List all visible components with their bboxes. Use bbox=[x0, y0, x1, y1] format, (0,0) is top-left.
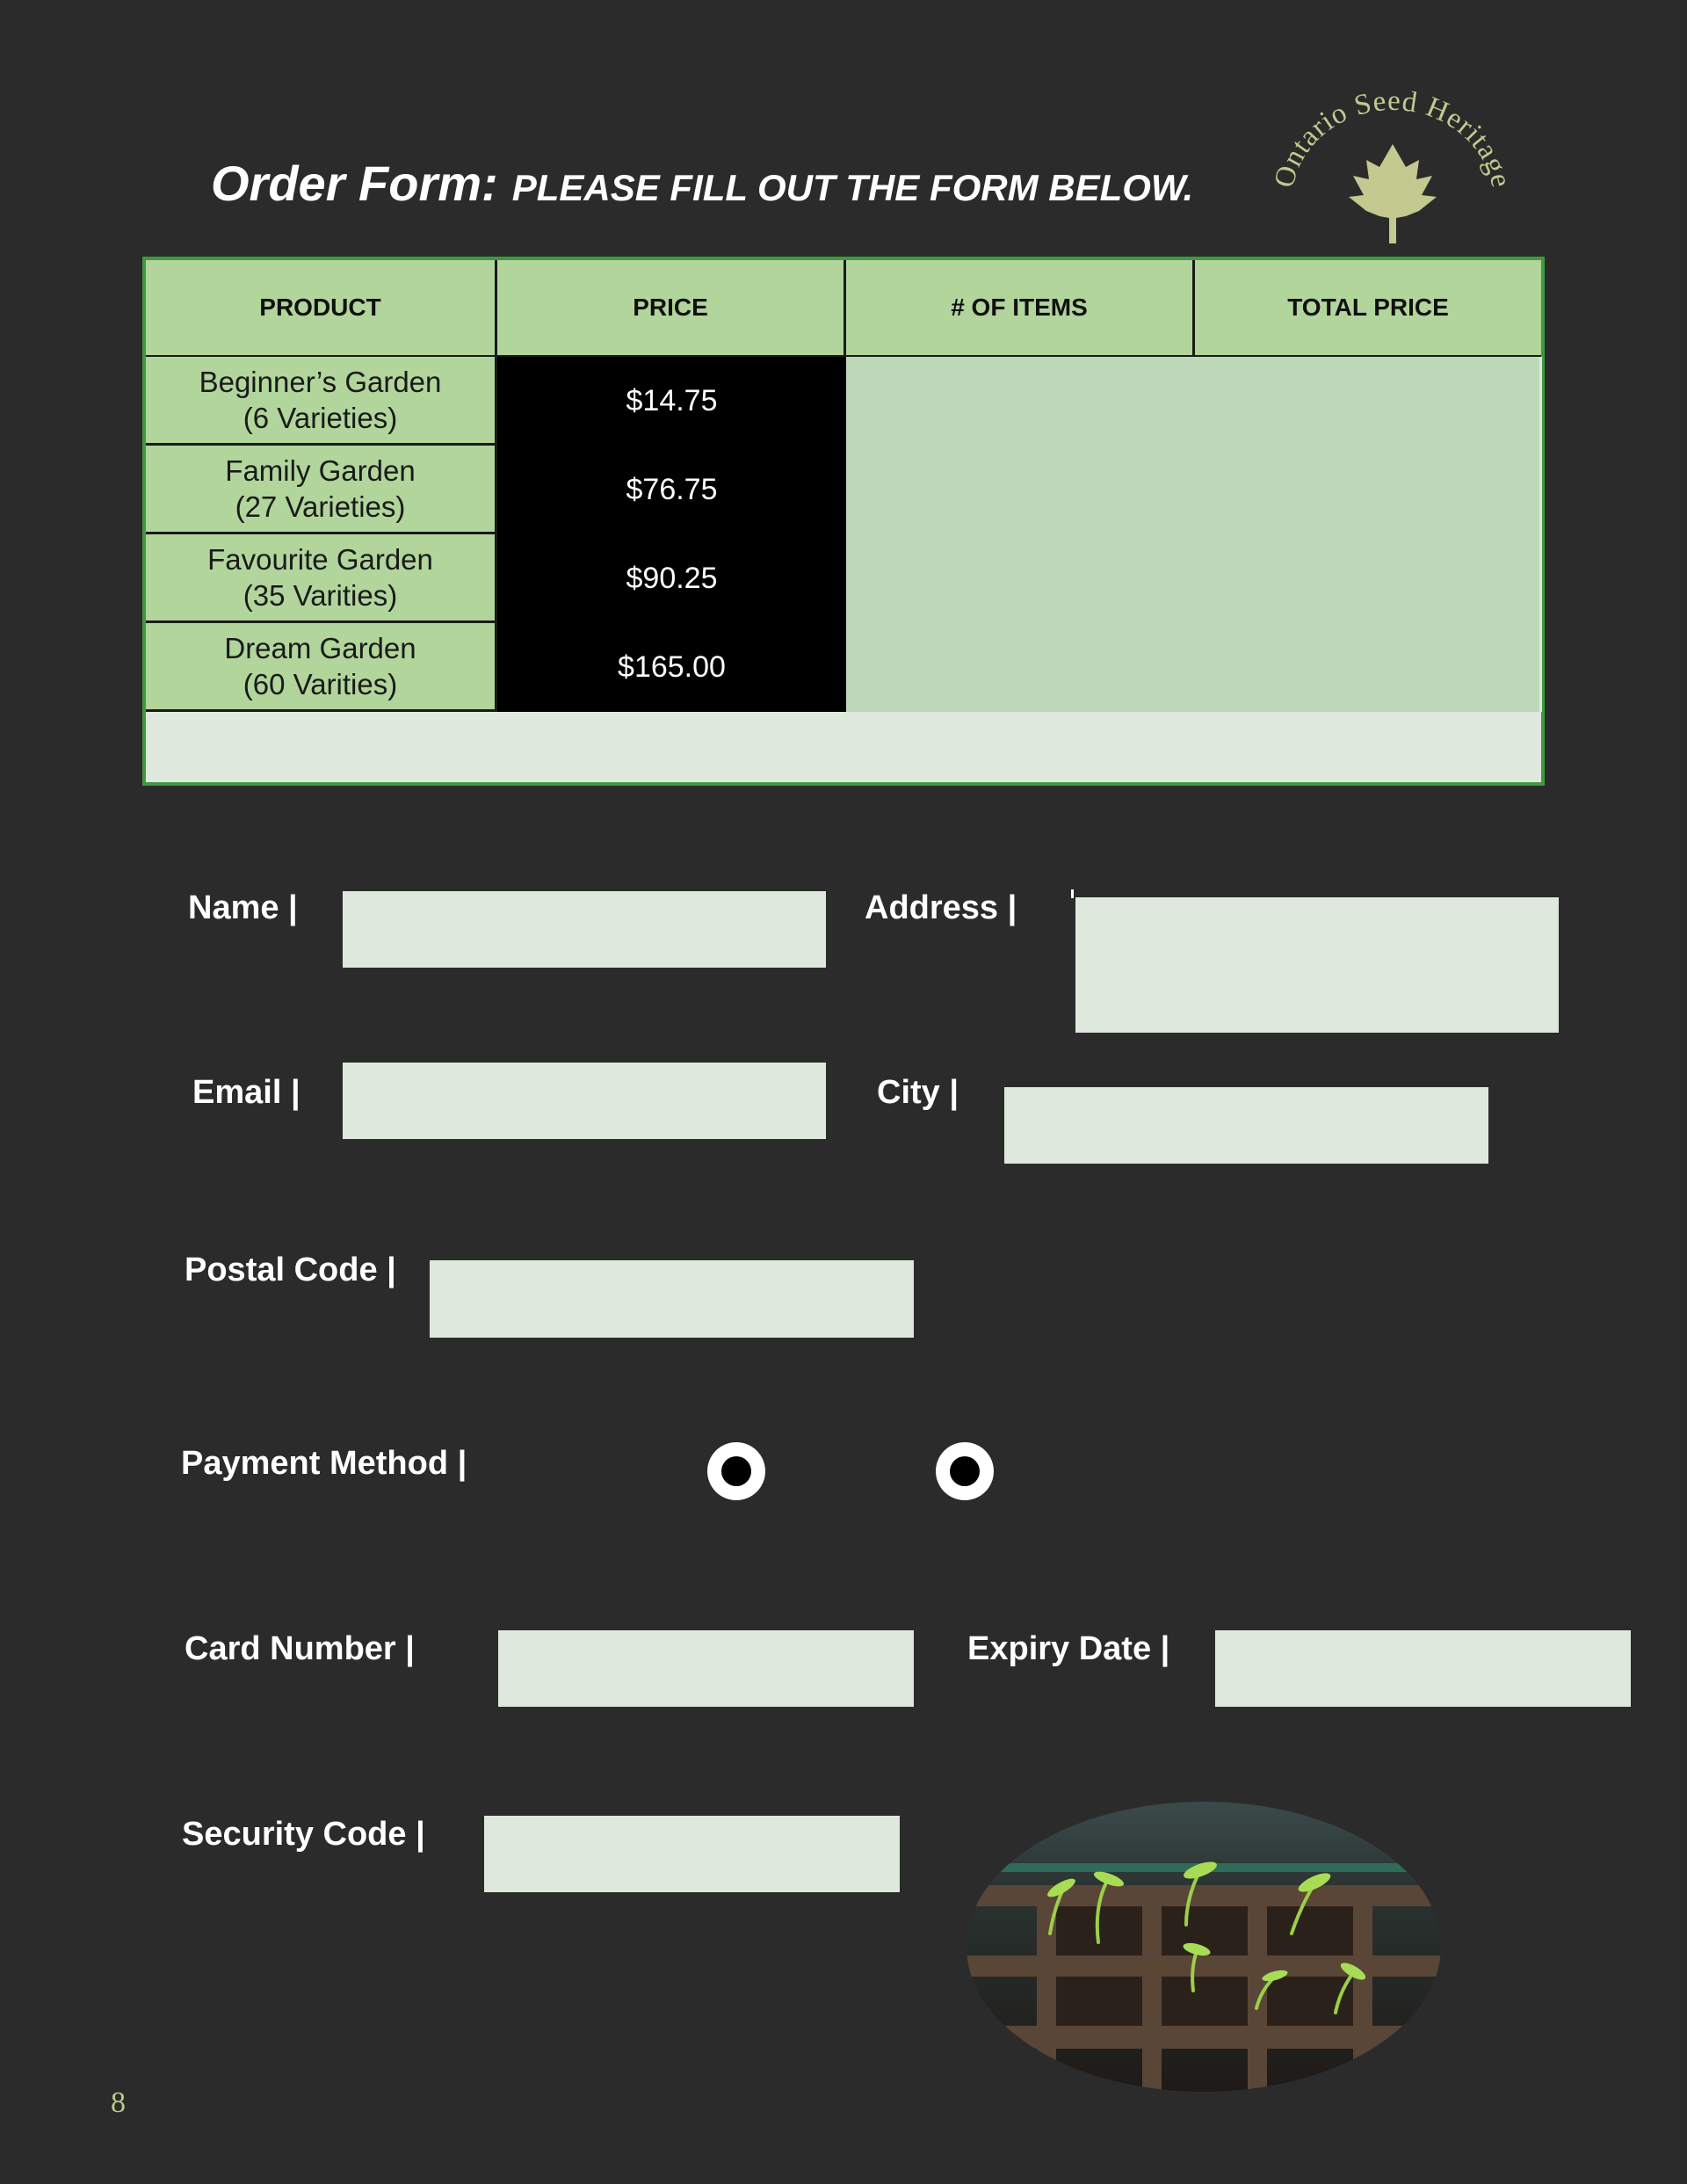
page-number: 8 bbox=[111, 2086, 126, 2119]
name-input[interactable] bbox=[343, 891, 826, 968]
card-number-label: Card Number | bbox=[185, 1630, 415, 1667]
header-product: PRODUCT bbox=[146, 260, 497, 357]
product-cell bbox=[146, 534, 497, 623]
seedling-tray-image bbox=[967, 1802, 1441, 2092]
header-price: PRICE bbox=[497, 260, 846, 357]
postal-code-input[interactable] bbox=[430, 1260, 914, 1338]
postal-code-label: Postal Code | bbox=[185, 1252, 396, 1288]
leaf-icon bbox=[1349, 144, 1437, 243]
price-cell: $76.75 bbox=[497, 446, 846, 534]
email-label: Email | bbox=[192, 1074, 300, 1111]
product-cell bbox=[146, 623, 497, 712]
header-total: TOTAL PRICE bbox=[1195, 260, 1541, 357]
product-name: Favourite Garden bbox=[207, 543, 433, 576]
product-varieties: (27 Varieties) bbox=[235, 490, 406, 523]
product-cell bbox=[146, 446, 497, 534]
city-input[interactable] bbox=[1004, 1087, 1488, 1164]
form-title bbox=[211, 155, 1193, 212]
logo-text: Ontario Seed Heritage bbox=[1268, 88, 1517, 192]
title-sub: PLEASE FILL OUT THE FORM BELOW. bbox=[511, 167, 1194, 208]
security-code-input[interactable] bbox=[484, 1816, 900, 1892]
price-cell: $165.00 bbox=[497, 623, 846, 712]
security-code-label: Security Code | bbox=[182, 1816, 425, 1853]
product-varieties: (35 Varities) bbox=[243, 579, 398, 612]
payment-method-label: Payment Method | bbox=[181, 1445, 467, 1482]
address-input[interactable] bbox=[1075, 897, 1559, 1033]
total-row[interactable] bbox=[146, 712, 1541, 782]
payment-option-1-radio[interactable] bbox=[707, 1442, 765, 1500]
title-main: Order Form: bbox=[211, 156, 498, 211]
header-items: # OF ITEMS bbox=[846, 260, 1195, 357]
expiry-date-input[interactable] bbox=[1215, 1630, 1631, 1707]
product-name: Family Garden bbox=[225, 454, 416, 487]
price-cell: $14.75 bbox=[497, 357, 846, 446]
product-name: Dream Garden bbox=[224, 632, 416, 664]
expiry-date-label: Expiry Date | bbox=[967, 1630, 1170, 1667]
address-label: Address | bbox=[865, 889, 1017, 926]
cursor-mark bbox=[1071, 889, 1074, 898]
brand-logo bbox=[1265, 88, 1520, 255]
payment-option-2-radio[interactable] bbox=[936, 1442, 994, 1500]
radio-dot bbox=[950, 1456, 980, 1486]
card-number-input[interactable] bbox=[498, 1630, 914, 1707]
name-label: Name | bbox=[188, 889, 298, 926]
email-input[interactable] bbox=[343, 1063, 826, 1139]
product-cell bbox=[146, 357, 497, 446]
city-label: City | bbox=[877, 1074, 959, 1111]
product-varieties: (60 Varities) bbox=[243, 668, 398, 700]
order-table bbox=[142, 257, 1545, 786]
items-entry-area[interactable] bbox=[846, 357, 1542, 712]
product-name: Beginner’s Garden bbox=[199, 366, 442, 398]
price-cell: $90.25 bbox=[497, 534, 846, 623]
radio-dot bbox=[721, 1456, 751, 1486]
product-varieties: (6 Varieties) bbox=[243, 402, 398, 434]
